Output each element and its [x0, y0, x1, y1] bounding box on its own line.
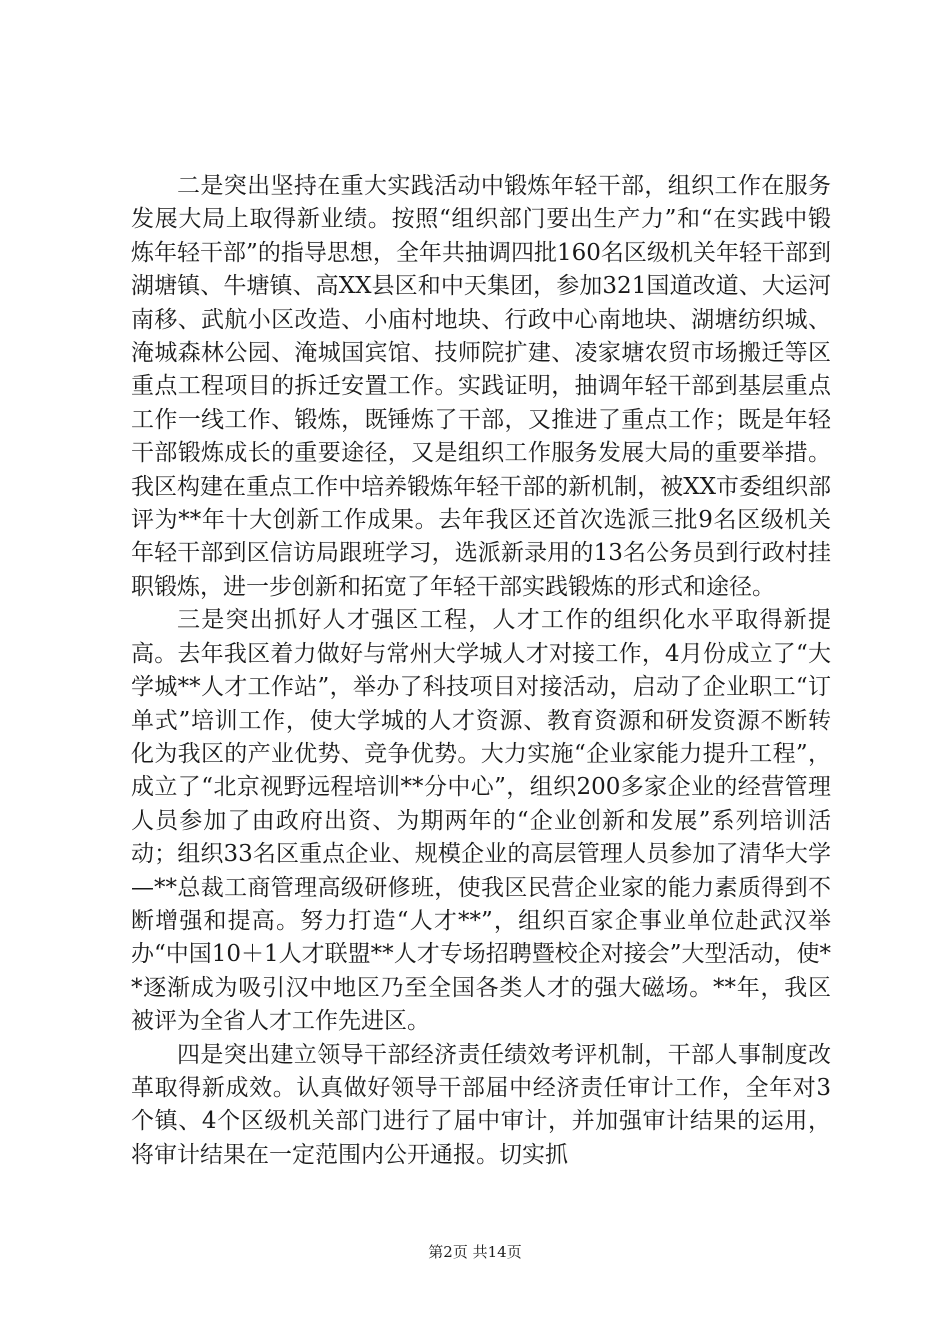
- document-body: [131, 170, 831, 1172]
- paragraph-4: 四是突出建立领导干部经济责任绩效考评机制，干部人事制度改革取得新成效。认真做好领导干部届中经济责任审计工作，全年对3个镇、4个区级机关部门进行了届中审计，并加强审计结果的运用，将审计结果在一定范围内公开通报。切实抓: [131, 1041, 831, 1168]
- page-number-footer: 第2页 共14页: [428, 1243, 522, 1261]
- paragraph-3: 三是突出抓好人才强区工程，人才工作的组织化水平取得新提高。去年我区着力做好与常州大学城人才对接工作，4月份成立了“大学城**人才工作站”，举办了科技项目对接活动，启动了企业职工“订单式”培训工作，使大学城的人才资源、教育资源和研发资源不断转化为我区的产业优势、竞争优势。大力实施“企业家能力提升工程”，成立了“北京视野远程培训**分中心”，组织200多家企业的经营管理人员参加了由政府出资、为期两年的“企业创新和发展”系列培训活动；组织33名区重点企业、规模企业的高层管理人员参加了清华大学—**总裁工商管理高级研修班，使我区民营企业家的能力素质得到不断增强和提高。努力打造“人才**”，组织百家企事业单位赴武汉举办“中国10＋1人才联盟**人才专场招聘暨校企对接会”大型活动，使**逐渐成为吸引汉中地区乃至全国各类人才的强大磁场。**年，我区被评为全省人才工作先进区。: [131, 607, 831, 1035]
- paragraph-2: 二是突出坚持在重大实践活动中锻炼年轻干部，组织工作在服务发展大局上取得新业绩。按照“组织部门要出生产力”和“在实践中锻炼年轻干部”的指导思想，全年共抽调四批160名区级机关年轻干部到湖塘镇、牛塘镇、高XX县区和中天集团，参加321国道改道、大运河南移、武航小区改造、小庙村地块、行政中心南地块、湖塘纺织城、淹城森林公园、淹城国宾馆、技师院扩建、凌家塘农贸市场搬迁等区重点工程项目的拆迁安置工作。实践证明，抽调年轻干部到基层重点工作一线工作、锻炼，既锤炼了干部，又推进了重点工作；既是年轻干部锻炼成长的重要途径，又是组织工作服务发展大局的重要举措。我区构建在重点工作中培养锻炼年轻干部的新机制，被XX市委组织部评为**年十大创新工作成果。去年我区还首次选派三批9名区级机关年轻干部到区信访局跟班学习，选派新录用的13名公务员到行政村挂职锻炼，进一步创新和拓宽了年轻干部实践锻炼的形式和途径。: [131, 173, 831, 600]
